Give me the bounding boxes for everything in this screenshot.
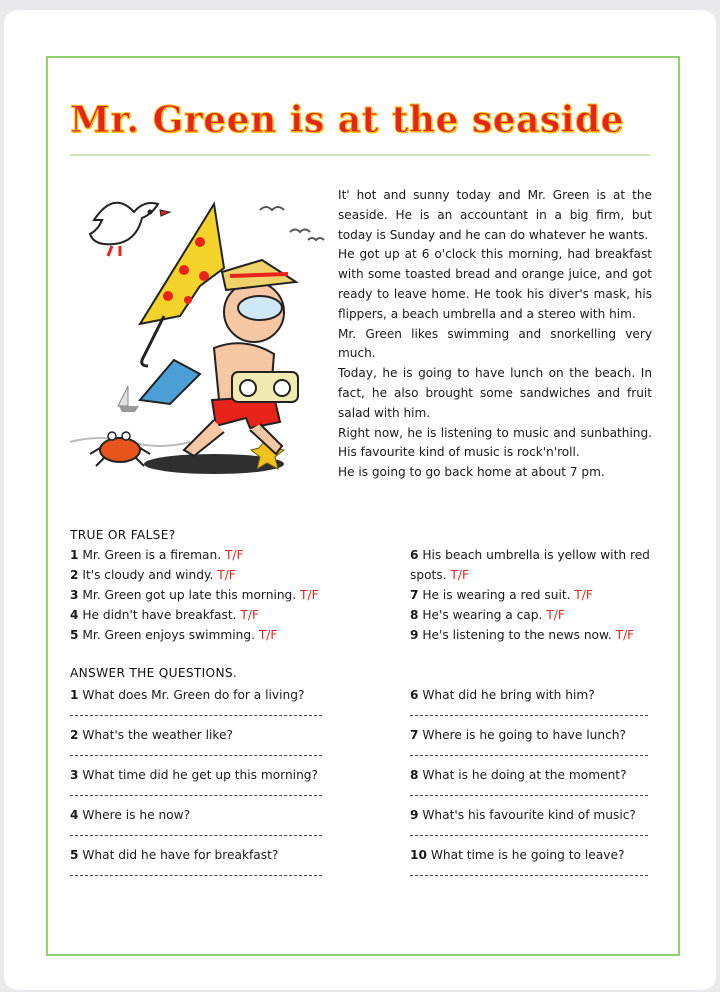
mr-green-figure xyxy=(184,260,296,456)
flippers-icon xyxy=(140,360,200,404)
bird-icon xyxy=(260,207,284,210)
question-text: What did he bring with him? xyxy=(422,688,595,702)
answer-line[interactable] xyxy=(410,875,648,876)
tf-item xyxy=(70,565,236,585)
tf-item xyxy=(70,625,277,645)
tf-mark: T/F xyxy=(450,568,469,582)
tf-mark: T/F xyxy=(240,608,259,622)
tf-item xyxy=(70,545,244,565)
story-paragraph: Today, he is going to have lunch on the beach. In fact, he also brought some sandwiches and fruit salad with him. xyxy=(338,366,652,420)
question-item xyxy=(410,765,627,785)
beach-man-illustration xyxy=(64,180,330,480)
seagull-icon xyxy=(90,203,170,256)
beach-umbrella-icon xyxy=(140,204,224,366)
item-number: 6 xyxy=(410,688,419,702)
item-number: 1 xyxy=(70,688,79,702)
stereo-icon xyxy=(232,372,298,402)
question-text: What time is he going to leave? xyxy=(430,848,625,862)
question-text: Where is he going to have lunch? xyxy=(422,728,626,742)
item-text: He didn't have breakfast. xyxy=(82,608,237,622)
tf-mark: T/F xyxy=(224,548,244,562)
title-divider xyxy=(70,154,650,156)
question-text: What's his favourite kind of music? xyxy=(422,808,636,822)
answer-line[interactable] xyxy=(70,755,322,756)
question-item xyxy=(410,685,595,705)
question-item xyxy=(70,725,233,745)
story-paragraph: Right now, he is listening to music and sunbathing. His favourite kind of music is rock'n'roll. xyxy=(338,425,652,460)
answer-line[interactable] xyxy=(410,755,648,756)
worksheet-title: Mr. Green is at the seaside xyxy=(70,99,625,141)
question-item xyxy=(410,805,636,825)
question-text: What's the weather like? xyxy=(82,728,234,742)
item-text: His beach umbrella is yellow with red xyxy=(422,548,650,562)
question-item xyxy=(70,685,304,705)
item-number: 3 xyxy=(70,768,79,782)
item-number: 2 xyxy=(70,728,79,742)
question-text: Where is he now? xyxy=(82,808,191,822)
item-number: 3 xyxy=(70,588,79,602)
question-item xyxy=(70,805,190,825)
item-text: spots. xyxy=(410,568,447,582)
story-paragraph: Mr. Green likes swimming and snorkelling very much. xyxy=(338,326,652,361)
item-number: 2 xyxy=(70,568,79,582)
story-paragraph: He is going to go back home at about 7 pm. xyxy=(338,465,605,480)
item-text: It's cloudy and windy. xyxy=(82,568,214,582)
question-text: What does Mr. Green do for a living? xyxy=(82,688,305,702)
item-text: He's listening to the news now. xyxy=(422,628,612,642)
item-number: 7 xyxy=(410,588,419,602)
tf-mark: T/F xyxy=(546,608,565,622)
bird-icon xyxy=(308,238,324,240)
tf-mark: T/F xyxy=(300,588,319,602)
question-text: What time did he get up this morning? xyxy=(82,768,318,782)
story-text xyxy=(338,186,652,483)
item-number: 4 xyxy=(70,808,79,822)
tf-item xyxy=(410,605,565,625)
item-number: 9 xyxy=(410,808,419,822)
answer-line[interactable] xyxy=(70,875,322,876)
item-text: Mr. Green is a fireman. xyxy=(82,548,222,562)
answer-line[interactable] xyxy=(70,795,322,796)
item-number: 8 xyxy=(410,608,419,622)
item-number: 7 xyxy=(410,728,419,742)
tf-mark: T/F xyxy=(574,588,593,602)
item-number: 1 xyxy=(70,548,79,562)
item-number: 8 xyxy=(410,768,419,782)
story-paragraph: It' hot and sunny today and Mr. Green is at the seaside. He is an accountant in a big firm, but today is Sunday and he can do whatever he wants. xyxy=(338,188,652,242)
tf-item xyxy=(410,625,634,645)
answer-line[interactable] xyxy=(410,715,648,716)
tf-item xyxy=(410,585,593,605)
answer-line[interactable] xyxy=(410,795,648,796)
item-number: 4 xyxy=(70,608,79,622)
item-text: He is wearing a red suit. xyxy=(422,588,571,602)
item-text: Mr. Green got up late this morning. xyxy=(82,588,297,602)
answer-line[interactable] xyxy=(70,835,322,836)
tf-item xyxy=(70,585,319,605)
item-number: 6 xyxy=(410,548,419,562)
tf-mark: T/F xyxy=(258,628,278,642)
question-text: What is he doing at the moment? xyxy=(422,768,627,782)
questions-heading: ANSWER THE QUESTIONS. xyxy=(70,666,238,680)
tf-mark: T/F xyxy=(615,628,635,642)
question-text: What did he have for breakfast? xyxy=(82,848,279,862)
tf-mark: T/F xyxy=(217,568,236,582)
true-false-heading: TRUE OR FALSE? xyxy=(70,528,176,542)
question-item xyxy=(410,845,624,865)
question-item xyxy=(410,725,626,745)
tf-item-continued xyxy=(410,565,469,585)
tf-item xyxy=(70,605,259,625)
story-paragraph: He got up at 6 o'clock this morning, had breakfast with some toasted bread and orange juice, and got ready to leave home. He took his diver's mask, his flippers, a beach umbrella and a stereo with him. xyxy=(338,247,652,321)
item-number: 9 xyxy=(410,628,419,642)
question-item xyxy=(70,765,318,785)
item-number: 5 xyxy=(70,848,79,862)
item-number: 5 xyxy=(70,628,79,642)
item-number: 10 xyxy=(410,848,427,862)
answer-line[interactable] xyxy=(70,715,322,716)
tf-item xyxy=(410,545,650,565)
item-text: Mr. Green enjoys swimming. xyxy=(82,628,255,642)
question-item xyxy=(70,845,278,865)
bird-icon xyxy=(290,230,310,233)
item-text: He's wearing a cap. xyxy=(422,608,543,622)
answer-line[interactable] xyxy=(410,835,648,836)
sailboat-icon xyxy=(118,386,139,412)
